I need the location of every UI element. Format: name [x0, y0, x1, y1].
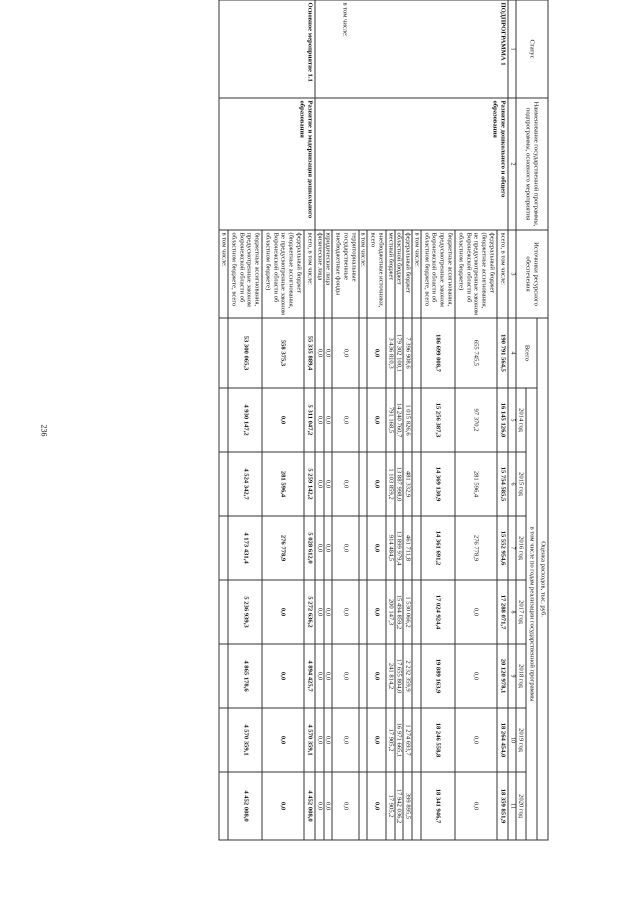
- total-value: 0,0: [315, 318, 324, 388]
- total-value: 190 791 564,5: [497, 318, 508, 388]
- year-value: 0,0: [315, 772, 324, 840]
- column-number: 10: [508, 708, 516, 772]
- year-value: [359, 580, 368, 644]
- year-value: [219, 772, 228, 840]
- year-value: 17 905,2: [386, 708, 395, 772]
- column-number: 11: [508, 772, 516, 840]
- column-number: 3: [508, 230, 516, 318]
- year-value: 0,0: [332, 516, 358, 580]
- year-value: 200 147,3: [386, 580, 395, 644]
- year-value: [219, 516, 228, 580]
- year-value: 0,0: [315, 580, 324, 644]
- funding-source: федеральный бюджет (бюджетные ассигнования, не предусмотренные законом Воронежской области об областном бюджете): [262, 230, 304, 318]
- total-value: 0,0: [324, 318, 333, 388]
- year-value: [219, 452, 228, 516]
- year-value: 16 971 665,1: [395, 708, 404, 772]
- year-value: 276 778,9: [262, 516, 304, 580]
- year-value: [359, 772, 368, 840]
- total-value: 558 375,3: [262, 318, 304, 388]
- year-value: 4 930 147,2: [228, 388, 262, 452]
- year-value: 1 530 066,2: [403, 580, 412, 644]
- subprogram-1-block: [315, 0, 508, 840]
- header-year: 2017 год: [516, 580, 527, 644]
- year-value: 1 015 826,6: [403, 388, 412, 452]
- year-value: 0,0: [315, 644, 324, 708]
- funding-source: в том числе:: [412, 230, 421, 318]
- year-value: 4 452 008,0: [304, 772, 315, 840]
- year-value: [219, 708, 228, 772]
- header-total: Всего: [516, 318, 538, 388]
- funding-source: местный бюджет: [386, 230, 395, 318]
- year-value: [219, 644, 228, 708]
- year-value: 0,0: [455, 772, 497, 840]
- year-value: 15 256 387,3: [421, 388, 455, 452]
- year-value: [359, 516, 368, 580]
- year-value: [412, 388, 421, 452]
- year-value: 2 232 359,9: [403, 644, 412, 708]
- year-value: 0,0: [332, 580, 358, 644]
- total-value: [412, 318, 421, 388]
- main-activity-1-1-block: [219, 0, 314, 840]
- year-value: 17 288 071,7: [497, 580, 508, 644]
- year-value: 19 889 163,9: [421, 644, 455, 708]
- status-label: ПОДПРОГРАММА 1: [499, 2, 507, 66]
- year-value: 20 120 978,1: [497, 644, 508, 708]
- year-value: 0,0: [315, 708, 324, 772]
- year-value: 281 596,4: [455, 452, 497, 516]
- year-value: 4 894 425,7: [304, 644, 315, 708]
- total-value: 186 699 008,7: [421, 318, 455, 388]
- header-estimate: Оценка расходов, тыс. руб.: [537, 318, 548, 840]
- year-value: 13 887 998,0: [395, 452, 404, 516]
- year-value: [412, 516, 421, 580]
- year-value: 0,0: [332, 772, 358, 840]
- year-value: 0,0: [455, 708, 497, 772]
- year-value: 791 168,5: [386, 388, 395, 452]
- column-number: 1: [508, 0, 516, 98]
- year-value: 0,0: [367, 580, 386, 644]
- program-name: Развитие дошкольного и общего образования: [315, 98, 508, 230]
- year-value: 4 524 342,7: [228, 452, 262, 516]
- year-value: 399 895,5: [403, 772, 412, 840]
- year-value: 281 596,4: [262, 452, 304, 516]
- header-source: Источники ресурсного обеспечения: [516, 230, 548, 318]
- total-value: [359, 318, 368, 388]
- year-value: 0,0: [332, 644, 358, 708]
- column-number: 7: [508, 516, 516, 580]
- year-value: 0,0: [262, 388, 304, 452]
- year-value: 5 272 636,2: [304, 580, 315, 644]
- column-number-row: [508, 0, 516, 840]
- total-value: [219, 318, 228, 388]
- year-value: [359, 388, 368, 452]
- header-year: 2020 год: [516, 772, 527, 840]
- year-value: 1 274 693,7: [403, 708, 412, 772]
- year-value: 0,0: [324, 516, 333, 580]
- funding-source: внебюджетные источники, всего: [367, 230, 386, 318]
- status-label: Основное мероприятие 1.1: [306, 2, 314, 82]
- page-number: 236: [39, 424, 49, 437]
- year-value: 17 905,2: [386, 772, 395, 840]
- funding-source: федеральный бюджет: [403, 230, 412, 318]
- year-value: 0,0: [324, 644, 333, 708]
- year-value: 0,0: [324, 388, 333, 452]
- year-value: 13 899 979,4: [395, 516, 404, 580]
- year-value: 15 552 954,6: [497, 516, 508, 580]
- total-value: 7 396 908,6: [403, 318, 412, 388]
- year-value: 481 332,9: [403, 452, 412, 516]
- year-value: 0,0: [367, 388, 386, 452]
- column-number: 5: [508, 388, 516, 452]
- year-value: [219, 388, 228, 452]
- year-value: 17 024 924,4: [421, 580, 455, 644]
- total-value: 53 300 065,3: [228, 318, 262, 388]
- year-value: [359, 708, 368, 772]
- year-value: 14 369 130,9: [421, 452, 455, 516]
- year-value: 241 814,2: [386, 644, 395, 708]
- status-note: в том числе:: [341, 2, 349, 37]
- table-row: [497, 0, 508, 840]
- year-value: 16 145 126,0: [497, 388, 508, 452]
- funding-source: в том числе:: [219, 230, 228, 318]
- funding-source: всего, в том числе:: [304, 230, 315, 318]
- year-value: 0,0: [324, 772, 333, 840]
- year-value: 0,0: [332, 388, 358, 452]
- year-value: 17 942 036,2: [395, 772, 404, 840]
- year-value: 18 341 946,7: [421, 772, 455, 840]
- header-year: 2015 год: [516, 452, 527, 516]
- year-value: 0,0: [262, 708, 304, 772]
- header-year: 2014 год: [516, 388, 527, 452]
- year-value: 914 484,5: [386, 516, 395, 580]
- year-value: 17 655 804,0: [395, 644, 404, 708]
- year-value: 0,0: [367, 772, 386, 840]
- year-value: 0,0: [455, 580, 497, 644]
- year-value: 4 570 359,1: [304, 708, 315, 772]
- funding-source: юридические лица: [324, 230, 333, 318]
- funding-source: территориальные государственные внебюджетные фонды: [332, 230, 358, 318]
- header-year: 2019 год: [516, 708, 527, 772]
- funding-source: бюджетные ассигнования, предусмотренные законом Воронежской области об областном бюджете, всего: [228, 230, 262, 318]
- year-value: [412, 772, 421, 840]
- year-value: [412, 580, 421, 644]
- year-value: 1 103 859,2: [386, 452, 395, 516]
- year-value: 14 361 691,2: [421, 516, 455, 580]
- total-value: 0,0: [367, 318, 386, 388]
- year-value: [359, 644, 368, 708]
- total-value: 3 436 810,3: [386, 318, 395, 388]
- year-value: [359, 452, 368, 516]
- column-number: 9: [508, 644, 516, 708]
- year-value: 4 173 431,4: [228, 516, 262, 580]
- funding-source: в том числе:: [359, 230, 368, 318]
- year-value: 0,0: [332, 452, 358, 516]
- year-value: [412, 452, 421, 516]
- year-value: 0,0: [332, 708, 358, 772]
- year-value: 5 311 047,2: [304, 388, 315, 452]
- year-value: 0,0: [455, 644, 497, 708]
- year-value: 0,0: [324, 708, 333, 772]
- year-value: 18 264 454,0: [497, 708, 508, 772]
- total-value: 655 745,5: [455, 318, 497, 388]
- year-value: 4 452 008,0: [228, 772, 262, 840]
- funding-source: физические лица: [315, 230, 324, 318]
- status-cell: [219, 0, 314, 98]
- column-number: 6: [508, 452, 516, 516]
- total-value: 179 302 100,1: [395, 318, 404, 388]
- year-value: 0,0: [315, 516, 324, 580]
- year-value: 0,0: [262, 772, 304, 840]
- year-value: 4 865 178,6: [228, 644, 262, 708]
- funding-source: всего, в том числе:: [497, 230, 508, 318]
- funding-source: бюджетные ассигнования, предусмотренные законом Воронежской области об областном бюджете, всего: [421, 230, 455, 318]
- year-value: [219, 580, 228, 644]
- year-value: 14 240 760,7: [395, 388, 404, 452]
- year-value: 276 778,9: [455, 516, 497, 580]
- column-number: 8: [508, 580, 516, 644]
- year-value: 0,0: [315, 388, 324, 452]
- year-value: 0,0: [315, 452, 324, 516]
- year-value: 97 370,2: [455, 388, 497, 452]
- year-value: 5 028 612,0: [304, 516, 315, 580]
- program-name: Развитие и модернизация дошкольного образования: [219, 98, 314, 230]
- year-value: 0,0: [324, 580, 333, 644]
- year-value: 0,0: [324, 452, 333, 516]
- total-value: 55 335 889,4: [304, 318, 315, 388]
- year-value: 0,0: [367, 708, 386, 772]
- year-value: [412, 644, 421, 708]
- year-value: [412, 708, 421, 772]
- column-number: 2: [508, 98, 516, 230]
- year-value: 18 246 558,8: [421, 708, 455, 772]
- year-value: 0,0: [262, 644, 304, 708]
- year-value: 15 754 585,5: [497, 452, 508, 516]
- year-value: 0,0: [367, 452, 386, 516]
- year-value: 4 570 359,1: [228, 708, 262, 772]
- table-row: [304, 0, 315, 840]
- year-value: 5 236 939,3: [228, 580, 262, 644]
- header-year: 2018 год: [516, 644, 527, 708]
- header-year: 2016 год: [516, 516, 527, 580]
- header-status: Статус: [516, 0, 548, 98]
- header-by-years: в том числе по годам реализации государственной программы: [526, 388, 537, 840]
- year-value: 0,0: [367, 516, 386, 580]
- funding-source: областной бюджет: [395, 230, 404, 318]
- year-value: 15 494 859,2: [395, 580, 404, 644]
- funding-source: федеральный бюджет (бюджетные ассигнования, не предусмотренные законом Воронежской области об областном бюджете): [455, 230, 497, 318]
- status-cell: [315, 0, 508, 98]
- document-sheet: [16, 0, 549, 840]
- year-value: 461 711,8: [403, 516, 412, 580]
- year-value: 5 259 142,2: [304, 452, 315, 516]
- total-value: 0,0: [332, 318, 358, 388]
- year-value: 18 359 851,9: [497, 772, 508, 840]
- column-number: 4: [508, 318, 516, 388]
- year-value: 0,0: [262, 580, 304, 644]
- year-value: 0,0: [367, 644, 386, 708]
- budget-table: [219, 0, 549, 841]
- header-name: Наименование государственной программы, подпрограммы, основного мероприятия: [516, 98, 548, 230]
